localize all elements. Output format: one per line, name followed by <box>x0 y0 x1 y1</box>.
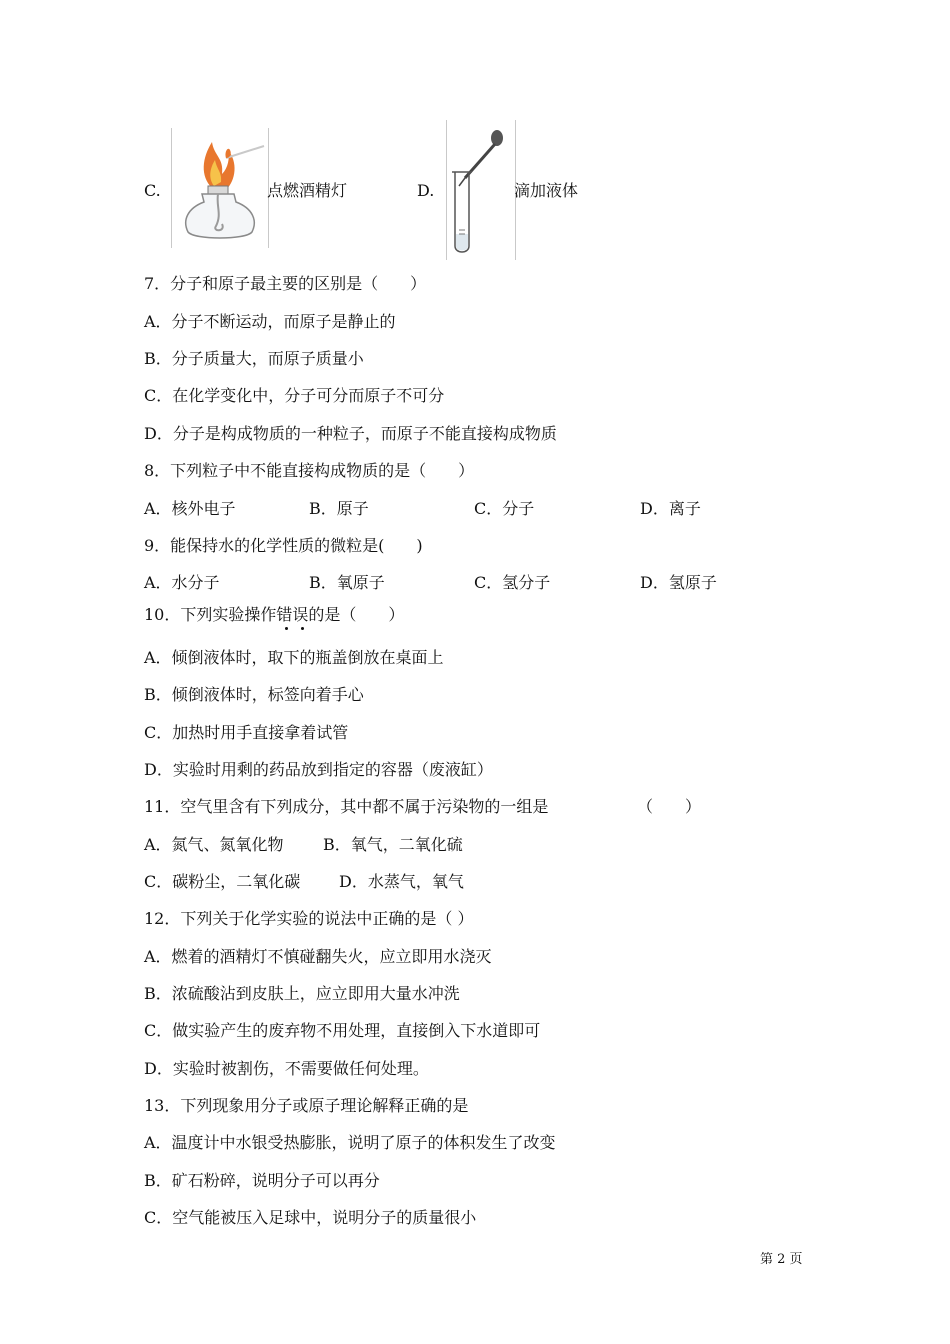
q8-option-a: A．核外电子 <box>144 499 236 518</box>
q13-option-a: A．温度计中水银受热膨胀，说明了原子的体积发生了改变 <box>144 1133 556 1152</box>
q10-option-d: D．实验时用剩的药品放到指定的容器（废液缸） <box>144 760 493 779</box>
q10-option-b: B．倾倒液体时，标签向着手心 <box>144 685 364 704</box>
q11-option-a: A．氮气、氮氧化物 <box>144 835 284 854</box>
q8-option-d: D．离子 <box>640 499 701 518</box>
dropper-test-tube-icon <box>446 120 516 260</box>
q12-option-b: B．浓硫酸沾到皮肤上，应立即用大量水冲洗 <box>144 984 460 1003</box>
q11-option-c: C．碳粉尘，二氧化碳 <box>144 872 301 891</box>
q10-stem: 10．下列实验操作错误的是（ ） <box>144 605 405 624</box>
q6-option-c-letter: C. <box>144 181 161 200</box>
q9-stem: 9．能保持水的化学性质的微粒是( ) <box>144 536 423 555</box>
q9-option-a: A．水分子 <box>144 573 220 592</box>
q7-stem: 7．分子和原子最主要的区别是（ ） <box>144 274 427 293</box>
q11-answer-paren: （ ） <box>637 797 702 816</box>
q13-stem: 13．下列现象用分子或原子理论解释正确的是 <box>144 1096 469 1115</box>
q6-option-d-text: 滴加液体 <box>514 181 579 200</box>
q11-option-d: D．水蒸气，氧气 <box>339 872 464 891</box>
q8-option-c: C．分子 <box>474 499 535 518</box>
q13-option-c: C．空气能被压入足球中，说明分子的质量很小 <box>144 1208 477 1227</box>
q12-stem: 12．下列关于化学实验的说法中正确的是（ ） <box>144 909 474 928</box>
q10-option-c: C．加热时用手直接拿着试管 <box>144 723 349 742</box>
q9-option-b: B．氧原子 <box>309 573 385 592</box>
q8-stem: 8．下列粒子中不能直接构成物质的是（ ） <box>144 461 475 480</box>
emphasis-dot <box>301 627 304 630</box>
q9-option-d: D．氢原子 <box>640 573 717 592</box>
q7-option-b: B．分子质量大，而原子质量小 <box>144 349 364 368</box>
alcohol-lamp-icon <box>171 128 269 248</box>
page-number: 第 2 页 <box>760 1252 803 1267</box>
q7-option-a: A．分子不断运动，而原子是静止的 <box>144 312 396 331</box>
q6-option-d-letter: D. <box>417 181 435 200</box>
q9-option-c: C．氢分子 <box>474 573 551 592</box>
emphasis-dot <box>285 627 288 630</box>
q6-option-c-text: 点燃酒精灯 <box>267 181 348 200</box>
q7-option-d: D．分子是构成物质的一种粒子，而原子不能直接构成物质 <box>144 424 557 443</box>
q10-option-a: A．倾倒液体时，取下的瓶盖倒放在桌面上 <box>144 648 444 667</box>
q13-option-b: B．矿石粉碎，说明分子可以再分 <box>144 1171 380 1190</box>
q7-option-c: C．在化学变化中，分子可分而原子不可分 <box>144 386 445 405</box>
q12-option-c: C．做实验产生的废弃物不用处理，直接倒入下水道即可 <box>144 1021 541 1040</box>
q12-option-a: A．燃着的酒精灯不慎碰翻失火，应立即用水浇灭 <box>144 947 492 966</box>
q8-option-b: B．原子 <box>309 499 369 518</box>
q11-option-b: B．氧气，二氧化硫 <box>323 835 463 854</box>
q12-option-d: D．实验时被割伤，不需要做任何处理。 <box>144 1059 429 1078</box>
q11-stem: 11．空气里含有下列成分，其中都不属于污染物的一组是 <box>144 797 549 816</box>
